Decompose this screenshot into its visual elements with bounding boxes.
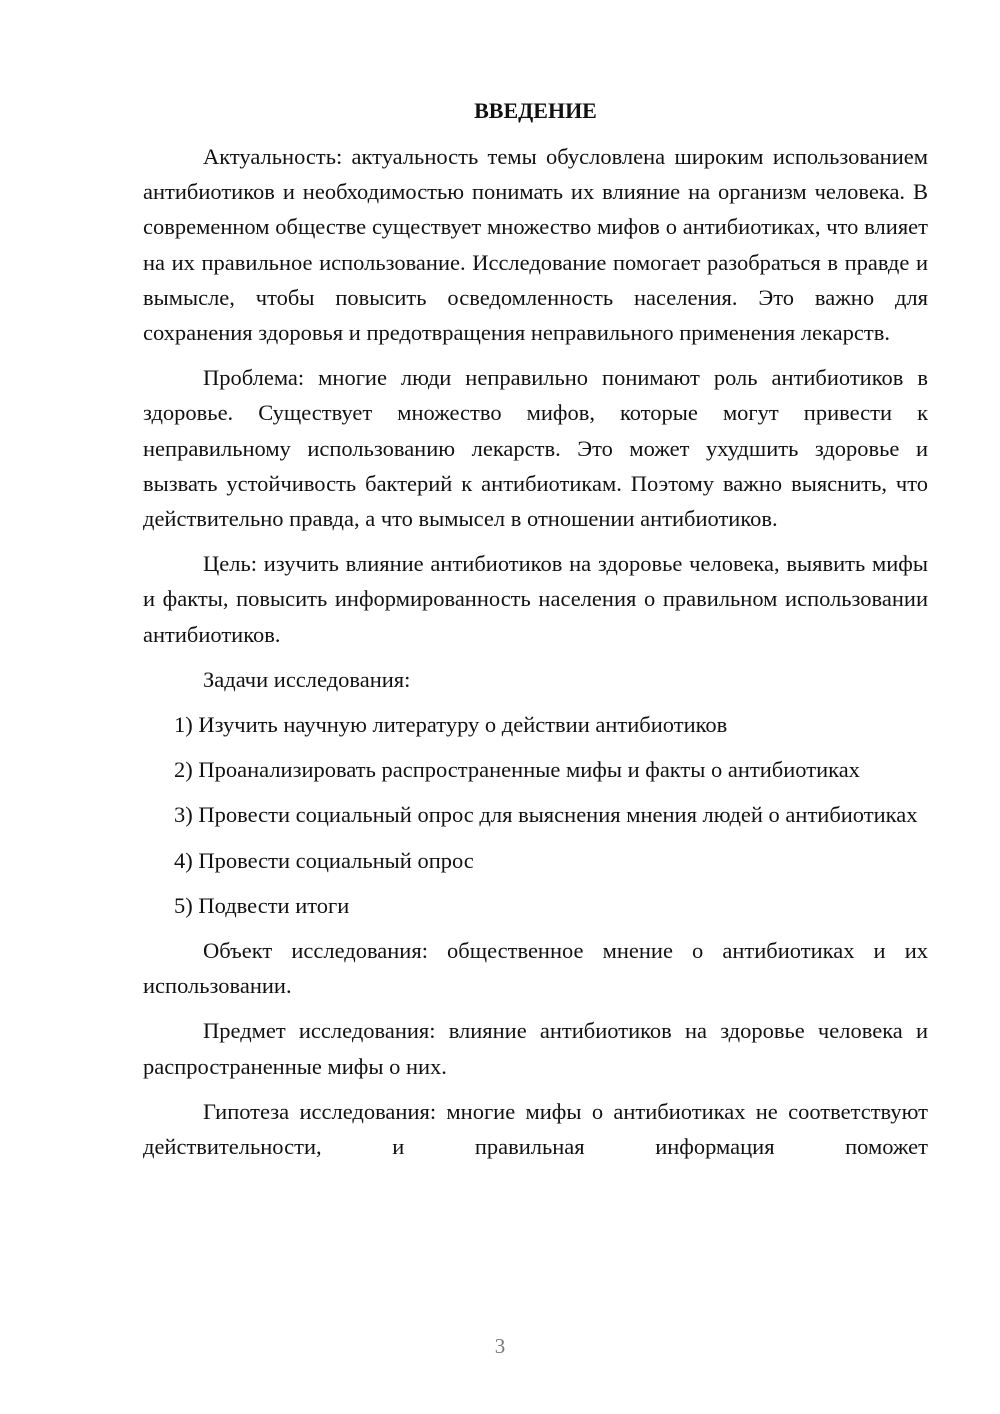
task-item-3: 3) Провести социальный опрос для выяснения мнения людей о антибиотиках	[174, 802, 918, 828]
task-item-2: 2) Проанализировать распространенные мифы и факты о антибиотиках	[174, 757, 860, 783]
task-item-4: 4) Провести социальный опрос	[174, 847, 474, 873]
tasks-heading: Задачи исследования:	[203, 666, 411, 692]
hypothesis-paragraph: Гипотеза исследования: многие мифы о антибиотиках не соответствуют действительности, и правильная информация поможет	[143, 1098, 928, 1160]
problem-paragraph: Проблема: многие люди неправильно понимают роль антибиотиков в здоровье. Существует множество мифов, которые могут привести к неправильному использованию лекарств. Это может ухудшить здоровье и вызвать устойчивость бактерий к антибиотикам. Поэтому важно выяснить, что действительно правда, а что вымысел в отношении антибиотиков.	[143, 365, 928, 532]
goal-paragraph: Цель: изучить влияние антибиотиков на здоровье человека, выявить мифы и факты, повысить информированность населения о правильном использовании антибиотиков.	[143, 551, 928, 647]
object-paragraph: Объект исследования: общественное мнение о антибиотиках и их использовании.	[143, 938, 928, 999]
task-item-1: 1) Изучить научную литературу о действии антибиотиков	[174, 712, 728, 738]
page-content	[143, 98, 928, 1164]
page-title: ВВЕДЕНИЕ	[474, 98, 597, 123]
relevance-paragraph: Актуальность: актуальность темы обусловлена широким использованием антибиотиков и необходимостью понимать их влияние на организм человека. В современном обществе существует множество мифов о антибиотиках, что влияет на их правильное использование. Исследование помогает разобраться в правде и вымысле, чтобы повысить осведомленность населения. Это важно для сохранения здоровья и предотвращения неправильного применения лекарств.	[143, 144, 928, 346]
subject-paragraph: Предмет исследования: влияние антибиотиков на здоровье человека и распространенные мифы о них.	[143, 1018, 928, 1079]
page-number: 3	[494, 1334, 506, 1358]
task-item-5: 5) Подвести итоги	[174, 892, 350, 918]
